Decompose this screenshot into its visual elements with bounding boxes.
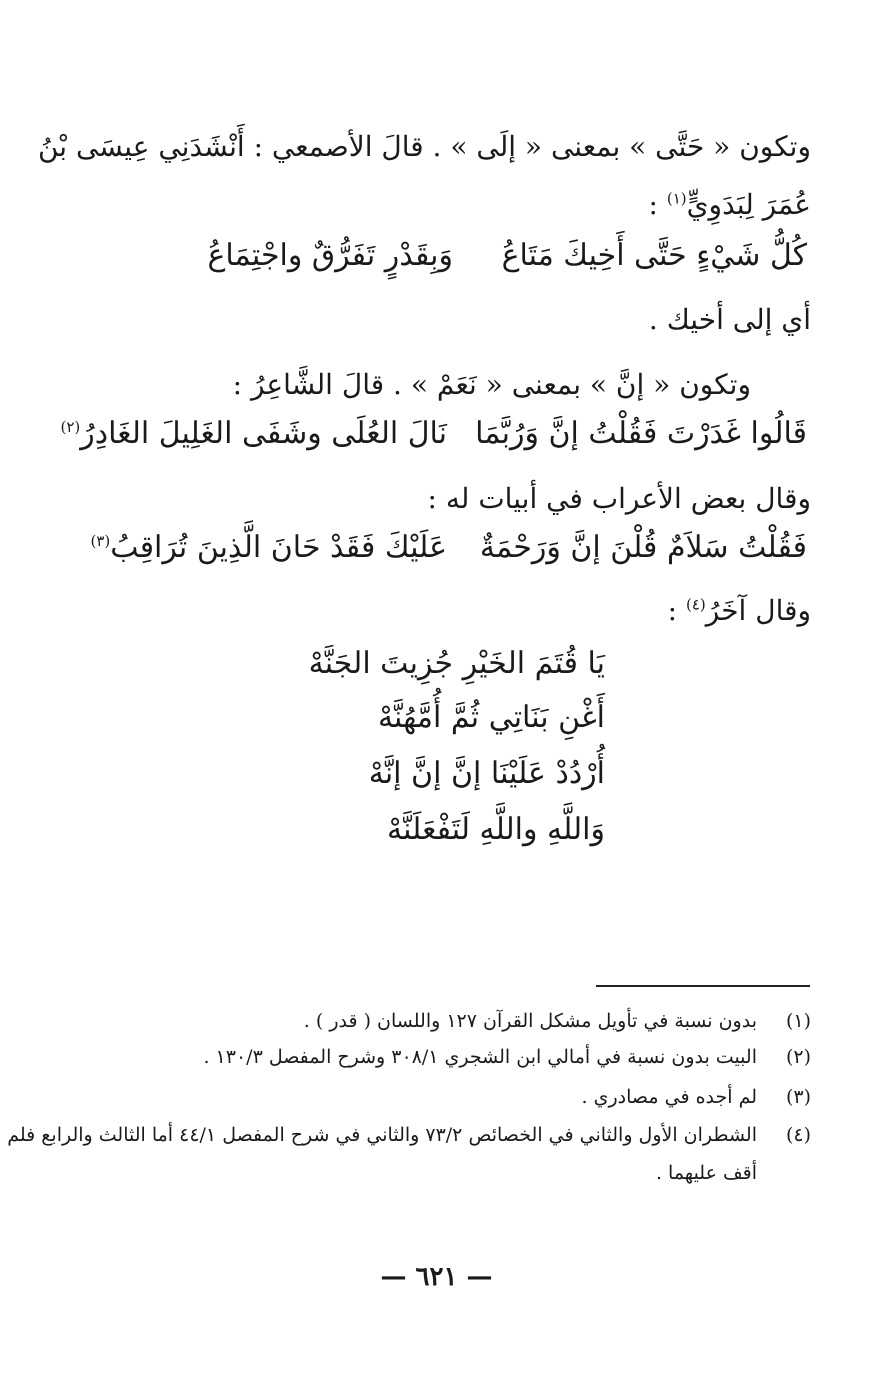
rajaz-line: أَغْنِ بَنَاتِي ثُمَّ أُمَّهُنَّهْ: [377, 700, 605, 735]
paragraph-line: [649, 188, 811, 221]
footnote: [7, 1124, 811, 1146]
verse-hemistich-first: فَقُلْتُ سَلاَمٌ قُلْنَ إنَّ وَرَحْمَةٌ: [479, 530, 807, 565]
footnote-text: الشطران الأول والثاني في الخصائص ٧٣/٢ والثاني في شرح المفصل ٤٤/١ أما الثالث والرابع فلم: [7, 1124, 757, 1146]
footnote-separator: [596, 985, 810, 987]
footnote-number: (٤): [785, 1124, 811, 1146]
verse-text: نَالَ العُلَى وشَفَى الغَلِيلَ الغَادِرُ: [80, 416, 447, 451]
page-number: — ٦٢١ —: [380, 1262, 493, 1292]
verse-hemistich-second: وَبِقَدْرٍ تَفَرُّقٌ واجْتِمَاعُ: [207, 238, 453, 273]
verse-text: عَلَيْكَ فَقَدْ حَانَ الَّذِينَ تُرَاقِبُ: [110, 530, 447, 565]
footnote: [203, 1046, 811, 1068]
footnote-ref: (٤): [686, 595, 706, 614]
footnote-text: لم أجده في مصادري .: [581, 1086, 757, 1108]
verse-hemistich-second: [61, 416, 448, 451]
footnote-number: (٢): [785, 1046, 811, 1068]
footnote-ref: (٣): [90, 532, 111, 550]
footnote-ref: (٢): [60, 418, 81, 436]
footnote-text: البيت بدون نسبة في أمالي ابن الشجري ٣٠٨/١ وشرح المفصل ١٣٠/٣ .: [203, 1046, 757, 1068]
paragraph-line: وتكون « إنَّ » بمعنى « نَعَمْ » . قالَ الشَّاعِرُ :: [232, 368, 751, 401]
paragraph-line: أي إلى أخيك .: [648, 303, 811, 336]
footnote-ref: (١): [666, 189, 687, 208]
paragraph-text: :: [667, 594, 686, 627]
footnote-number: (١): [785, 1010, 811, 1032]
paragraph-text: وقال آخَرُ: [705, 594, 811, 627]
footnote: [304, 1010, 811, 1032]
paragraph-line: وقال بعض الأعراب في أبيات له :: [427, 482, 811, 515]
footnote-text: بدون نسبة في تأويل مشكل القرآن ١٢٧ واللسان ( قدر ) .: [303, 1010, 757, 1032]
rajaz-line: أُرْدُدْ عَلَيْنَا إنَّ إنَّ إنَّهْ: [368, 756, 605, 791]
footnote-continuation: أقف عليهما .: [655, 1162, 757, 1184]
verse-hemistich-first: كُلُّ شَيْءٍ حَتَّى أَخِيكَ مَتَاعُ: [501, 238, 807, 273]
rajaz-line: يَا قُتَمَ الخَيْرِ جُزِيتَ الجَنَّهْ: [308, 646, 605, 681]
paragraph-line: [668, 594, 811, 627]
rajaz-line: وَاللَّهِ واللَّهِ لَتَفْعَلَنَّهْ: [387, 812, 605, 847]
paragraph-text: :: [648, 188, 667, 221]
footnote: [582, 1086, 811, 1108]
paragraph-text: عُمَرَ لِبَدَوِيٍّ: [686, 188, 811, 221]
paragraph-line: وتكون « حَتَّى » بمعنى « إلَى » . قالَ الأصمعي : أَنْشَدَنِي عِيسَى بْنُ: [37, 130, 811, 163]
verse-hemistich-second: [90, 530, 447, 565]
footnote-number: (٣): [785, 1086, 811, 1108]
verse-hemistich-first: قَالُوا غَدَرْتَ فَقُلْتُ إنَّ وَرُبَّمَا: [475, 416, 807, 451]
